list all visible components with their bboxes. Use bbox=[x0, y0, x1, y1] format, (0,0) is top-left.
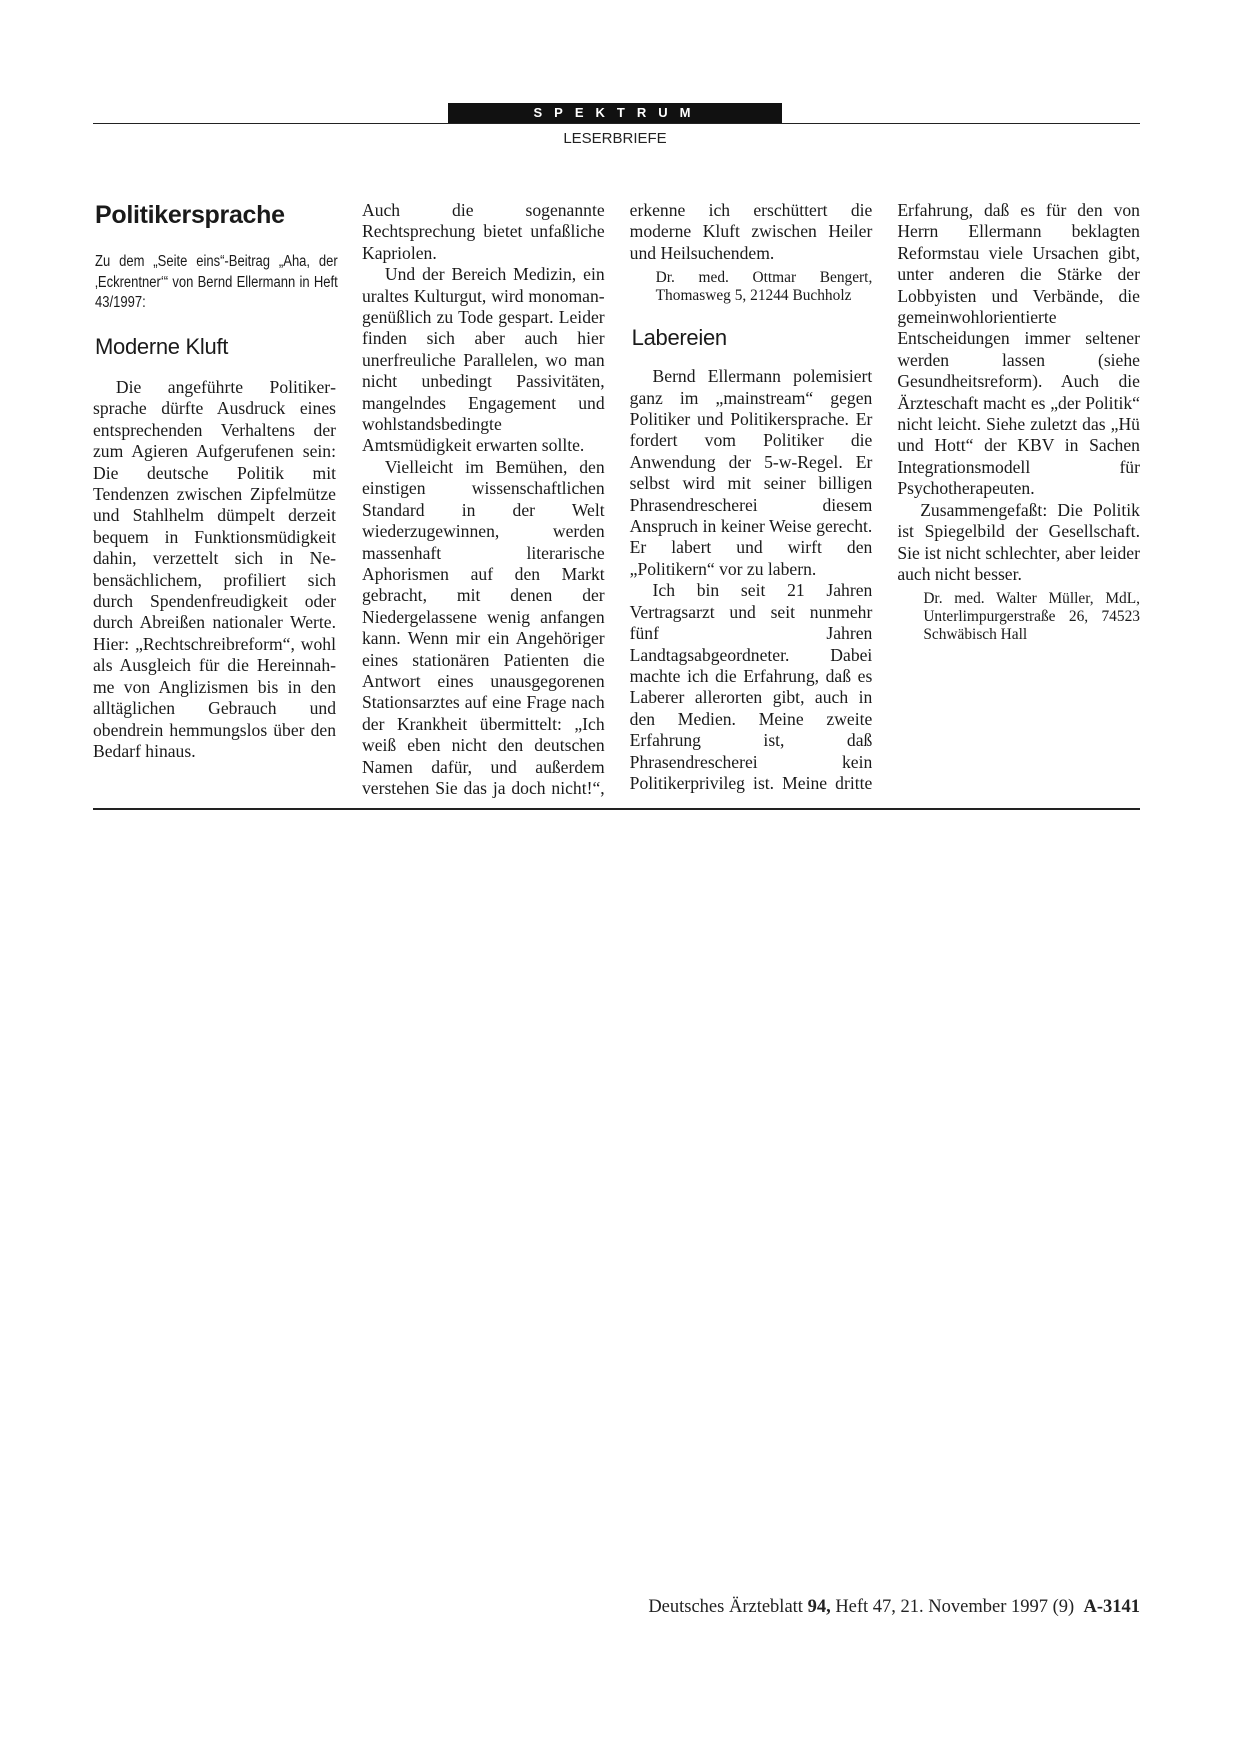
section-header: SPEKTRUM bbox=[448, 103, 782, 123]
footer-issue: Heft 47, 21. November 1997 (9) bbox=[835, 1597, 1075, 1617]
flow-letter1-paragraph-2: Auch die sogenannte Rechtsprechung bietet unfaßliche Kapriolen. bbox=[362, 200, 605, 263]
flow-letter1-paragraph-3: Und der Bereich Medizin, ein uraltes Kulturgut, wird monoman-genüßlich zu Tode gespart. Leider finden sich aber auch hier unerfreuliche Parallelen, wo man nicht unbedingt Passivitäten, mangelndes Engagement und wohlstandsbedingte Amtsmüdigkeit erwarten sollte. bbox=[362, 264, 605, 456]
letter1-heading: Moderne Kluft bbox=[95, 334, 229, 359]
flow-letter2-heading: Labereien bbox=[631, 325, 727, 351]
letter1-paragraph-1: Die angeführte Politikersprache dürfte Ausdruck eines entsprechenden Verhaltens der zum Agieren Aufgerufenen sein: Die deutsche Politik mit Tendenzen zwischen Zipfelmütze und Stahlhelm dümpelt derzeit bequem in Funktionsmüdigkeit dahin, verzettelt sich in Nebensächlichem, profiliert sich durch Spendenfreudigkeit oder durch Abreißen nationaler Werte. Hier: „Rechtschreibreform“, wohl als Ausgleich für die Hereinnahme von Anglizismen bis in den alltäglichen Gebrauch und obendrein hemmungslos über den Bedarf hinaus. bbox=[93, 377, 336, 761]
article-flow-columns bbox=[362, 200, 1140, 800]
article-reference: Zu dem „Seite eins“-Beitrag „Aha, der ‚Eckrentner‘“ von Bernd Ellermann in Heft 43/1997: bbox=[95, 253, 338, 311]
footer-journal: Deutsches Ärzteblatt bbox=[648, 1597, 803, 1617]
rubric-label: LESERBRIEFE bbox=[563, 130, 667, 147]
flow-letter2-signature: Dr. med. Walter Müller, MdL, Unterlimpurgerstraße 26, 74523 Schwäbisch Hall bbox=[923, 590, 1140, 644]
header-rule bbox=[93, 123, 1140, 124]
flow-letter2-paragraph-2: Ich bin seit 21 Jahren Vertragsarzt und seit nunmehr fünf Jahren Landtagsabgeordneter. Dabei machte ich die Erfahrung, daß es Laberer allerorten gibt, auch in den Medien. Meine zweite Erfahrung ist, daß Phrasendrescherei kein Politikerprivileg ist. Meine dritte Erfahrung, daß es für den von Herrn Ellermann beklagten Reformstau viele Ursachen gibt, unter anderen die Stärke der Lobbyisten und Verbände, die gemeinwohlorientierte Entscheidungen immer seltener werden lassen (siehe Gesundheitsreform). Auch die Ärzteschaft macht es „der Politik“ nicht leicht. Siehe zuletzt das „Hü und Hott“ der KBV in Sachen Integrationsmodell für Psychotherapeuten. bbox=[629, 200, 1140, 793]
flow-letter2-paragraph-3: Zusammengefaßt: Die Politik ist Spiegelbild der Gesellschaft. Sie ist nicht schlechter, aber leider auch nicht besser. bbox=[897, 499, 1140, 584]
column-1 bbox=[93, 198, 336, 762]
flow-letter1-signature: Dr. med. Ottmar Bengert, Thomasweg 5, 21244 Buchholz bbox=[655, 269, 873, 305]
footer-volume: 94, bbox=[807, 1597, 831, 1617]
reference-wrapper bbox=[93, 252, 336, 316]
page-footer bbox=[648, 1597, 1140, 1618]
footer-page-number: A-3141 bbox=[1083, 1597, 1140, 1617]
article-bottom-rule bbox=[93, 808, 1140, 810]
flow-letter1-paragraph-4: Vielleicht im Bemühen, den einstigen wissenschaftlichen Standard in der Welt wiederzugewinnen, werden massenhaft literarische Aphorismen auf den Markt gebracht, mit denen der Niedergelassene wenig anfangen kann. Wenn mir ein Angehöriger eines stationären Patienten die Antwort eines unausgegorenen Stationsarztes auf eine Frage nach der Krankheit übermittelt: „Ich weiß eben nicht den deutschen Namen dafür, und außerdem verstehen Sie das ja doch nicht!“, erkenne ich erschüttert die moderne Kluft zwischen Heiler und Heilsuchendem. bbox=[362, 200, 873, 798]
article-title: Politikersprache bbox=[95, 201, 285, 229]
flow-letter2-paragraph-1: Bernd Ellermann polemisiert ganz im „mainstream“ gegen Politiker und Politikersprache. Er fordert vom Politiker die Anwendung der 5-w-Regel. Er selbst wird mit seiner billigen Phrasendrescherei diesem Anspruch in keiner Weise gerecht. Er labert und wirft den „Politikern“ vor zu labern. bbox=[629, 366, 873, 579]
